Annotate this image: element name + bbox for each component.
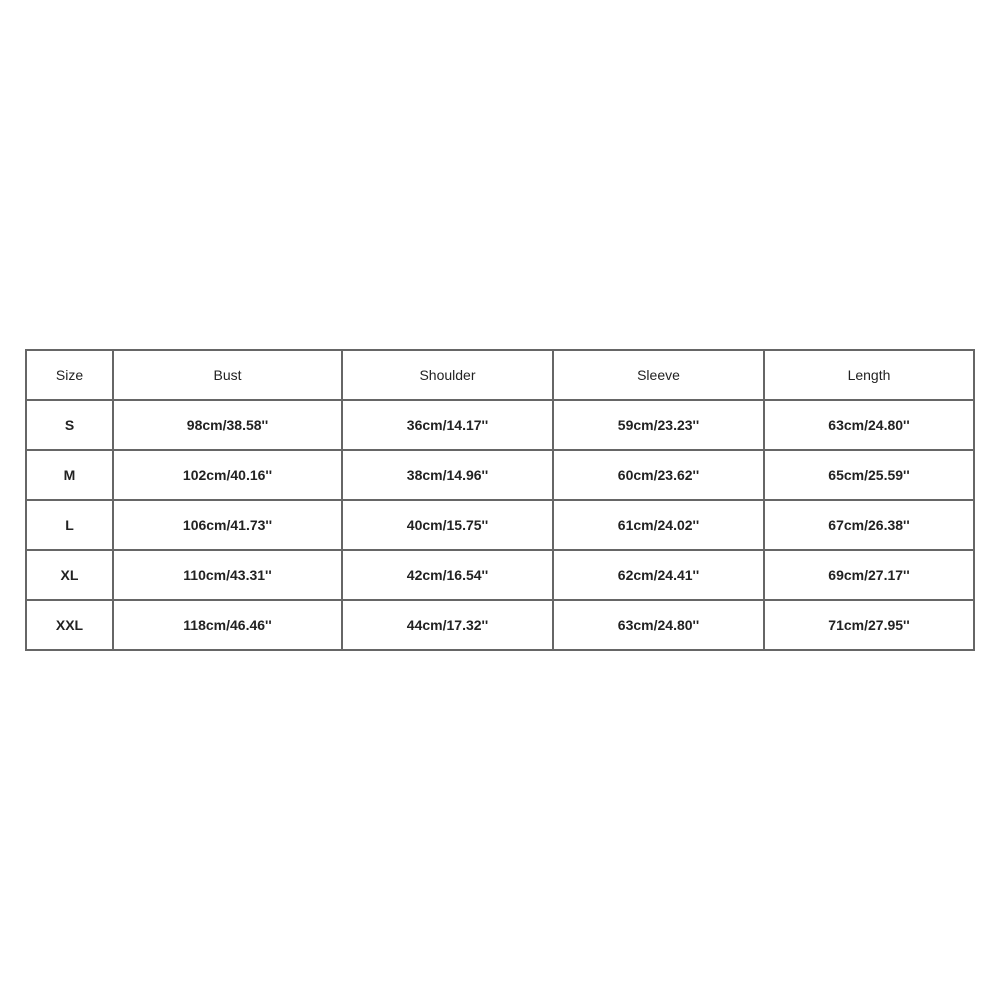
length-cell: 69cm/27.17'' xyxy=(765,551,975,601)
bust-cell: 106cm/41.73'' xyxy=(114,501,343,551)
table-row xyxy=(27,451,975,501)
sleeve-cell: 59cm/23.23'' xyxy=(554,401,765,451)
shoulder-cell: 38cm/14.96'' xyxy=(343,451,554,501)
header-bust: Bust xyxy=(114,351,343,401)
length-cell: 67cm/26.38'' xyxy=(765,501,975,551)
bust-cell: 98cm/38.58'' xyxy=(114,401,343,451)
sleeve-cell: 61cm/24.02'' xyxy=(554,501,765,551)
length-cell: 63cm/24.80'' xyxy=(765,401,975,451)
header-row xyxy=(27,351,975,401)
sleeve-cell: 62cm/24.41'' xyxy=(554,551,765,601)
size-cell: XL xyxy=(27,551,114,601)
bust-cell: 110cm/43.31'' xyxy=(114,551,343,601)
sleeve-cell: 60cm/23.62'' xyxy=(554,451,765,501)
table-row xyxy=(27,601,975,651)
size-cell: S xyxy=(27,401,114,451)
header-size: Size xyxy=(27,351,114,401)
length-cell: 65cm/25.59'' xyxy=(765,451,975,501)
header-shoulder: Shoulder xyxy=(343,351,554,401)
header-length: Length xyxy=(765,351,975,401)
shoulder-cell: 42cm/16.54'' xyxy=(343,551,554,601)
header-sleeve: Sleeve xyxy=(554,351,765,401)
size-cell: XXL xyxy=(27,601,114,651)
shoulder-cell: 40cm/15.75'' xyxy=(343,501,554,551)
size-cell: L xyxy=(27,501,114,551)
length-cell: 71cm/27.95'' xyxy=(765,601,975,651)
bust-cell: 118cm/46.46'' xyxy=(114,601,343,651)
sleeve-cell: 63cm/24.80'' xyxy=(554,601,765,651)
size-cell: M xyxy=(27,451,114,501)
table-row xyxy=(27,501,975,551)
size-chart-table xyxy=(25,349,975,651)
shoulder-cell: 36cm/14.17'' xyxy=(343,401,554,451)
bust-cell: 102cm/40.16'' xyxy=(114,451,343,501)
table-row xyxy=(27,401,975,451)
shoulder-cell: 44cm/17.32'' xyxy=(343,601,554,651)
table-row xyxy=(27,551,975,601)
